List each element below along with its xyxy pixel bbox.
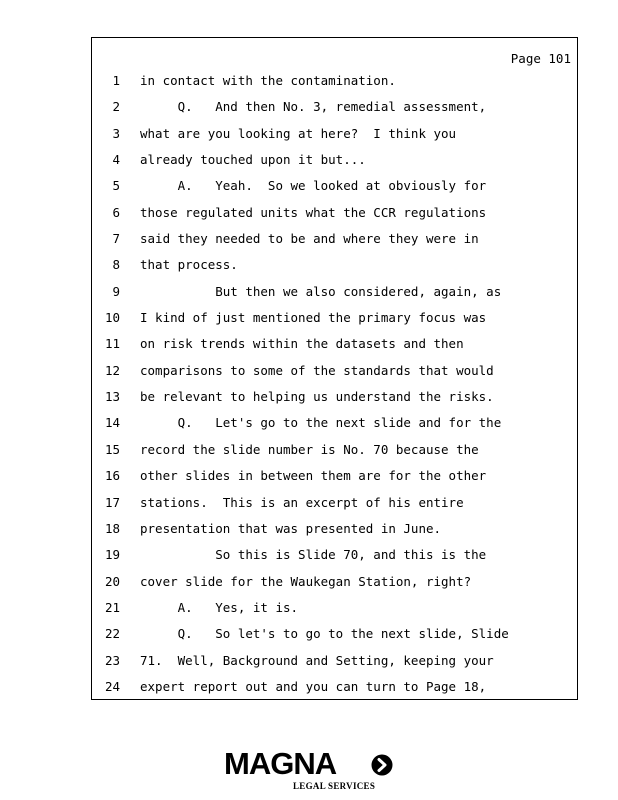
transcript-line	[92, 337, 577, 363]
line-text: So this is Slide 70, and this is the	[140, 547, 487, 563]
line-number: 20	[104, 573, 120, 589]
line-number: 2	[112, 99, 120, 115]
transcript-line	[92, 469, 577, 495]
transcript-line	[92, 575, 577, 601]
line-number: 11	[104, 336, 120, 352]
line-text: said they needed to be and where they were in	[140, 231, 479, 247]
transcript-line	[92, 522, 577, 548]
transcript-line	[92, 153, 577, 179]
line-text: Q. So let's to go to the next slide, Slide	[140, 626, 509, 642]
line-text: presentation that was presented in June.	[140, 520, 442, 536]
line-text: 71. Well, Background and Setting, keeping your	[140, 652, 494, 668]
line-text: A. Yeah. So we looked at obviously for	[140, 178, 487, 194]
transcript-line	[92, 100, 577, 126]
line-number: 14	[104, 415, 120, 431]
transcript-line	[92, 285, 577, 311]
transcript-page	[91, 37, 578, 700]
line-number: 22	[104, 626, 120, 642]
line-number: 8	[112, 257, 120, 273]
transcript-line	[92, 311, 577, 337]
line-text: in contact with the contamination.	[140, 73, 396, 88]
line-number: 23	[104, 652, 120, 668]
transcript-line	[92, 548, 577, 574]
line-text: A. Yes, it is.	[140, 599, 299, 615]
transcript-line	[92, 364, 577, 390]
line-number: 6	[112, 204, 120, 220]
line-number: 7	[112, 231, 120, 247]
line-text: Q. And then No. 3, remedial assessment,	[140, 99, 487, 115]
line-text: be relevant to helping us understand the risks.	[140, 389, 494, 405]
transcript-line	[92, 232, 577, 258]
line-text: comparisons to some of the standards that would	[140, 362, 494, 378]
logo-wordmark: MAGNA	[224, 746, 337, 781]
line-number: 24	[104, 678, 120, 694]
transcript-line	[92, 74, 577, 100]
page-number: Page 101	[510, 51, 571, 66]
line-text: But then we also considered, again, as	[140, 283, 502, 299]
line-text: those regulated units what the CCR regulations	[140, 204, 487, 220]
transcript-line	[92, 443, 577, 469]
chevron-right-circle-icon	[371, 754, 393, 776]
line-number: 12	[104, 362, 120, 378]
line-number: 9	[112, 283, 120, 299]
line-number: 15	[104, 441, 120, 457]
line-text: what are you looking at here? I think you	[140, 125, 457, 141]
transcript-line	[92, 680, 577, 706]
line-text: on risk trends within the datasets and then	[140, 336, 464, 352]
transcript-line	[92, 601, 577, 627]
transcript-line	[92, 206, 577, 232]
line-number: 3	[112, 125, 120, 141]
transcript-line	[92, 258, 577, 284]
line-number: 19	[104, 547, 120, 563]
line-text: stations. This is an excerpt of his entire	[140, 494, 464, 510]
magna-logo	[224, 746, 396, 794]
line-number: 5	[112, 178, 120, 194]
line-text: other slides in between them are for the other	[140, 468, 487, 484]
line-number: 17	[104, 494, 120, 510]
line-text: cover slide for the Waukegan Station, right?	[140, 573, 472, 589]
transcript-lines	[92, 74, 577, 706]
transcript-line	[92, 654, 577, 680]
line-number: 10	[104, 310, 120, 326]
line-text: Q. Let's go to the next slide and for the	[140, 415, 502, 431]
transcript-line	[92, 496, 577, 522]
line-text: record the slide number is No. 70 because the	[140, 441, 479, 457]
line-text: expert report out and you can turn to Page 18,	[140, 678, 487, 694]
line-number: 13	[104, 389, 120, 405]
logo-tagline: LEGAL SERVICES	[293, 781, 376, 791]
line-number: 1	[112, 73, 120, 88]
transcript-line	[92, 627, 577, 653]
line-number: 4	[112, 152, 120, 168]
transcript-line	[92, 390, 577, 416]
transcript-line	[92, 179, 577, 205]
transcript-line	[92, 127, 577, 153]
line-text: that process.	[140, 257, 238, 273]
transcript-line	[92, 416, 577, 442]
line-number: 18	[104, 520, 120, 536]
line-text: I kind of just mentioned the primary focus was	[140, 310, 487, 326]
line-number: 21	[104, 599, 120, 615]
line-text: already touched upon it but...	[140, 152, 366, 168]
line-number: 16	[104, 468, 120, 484]
